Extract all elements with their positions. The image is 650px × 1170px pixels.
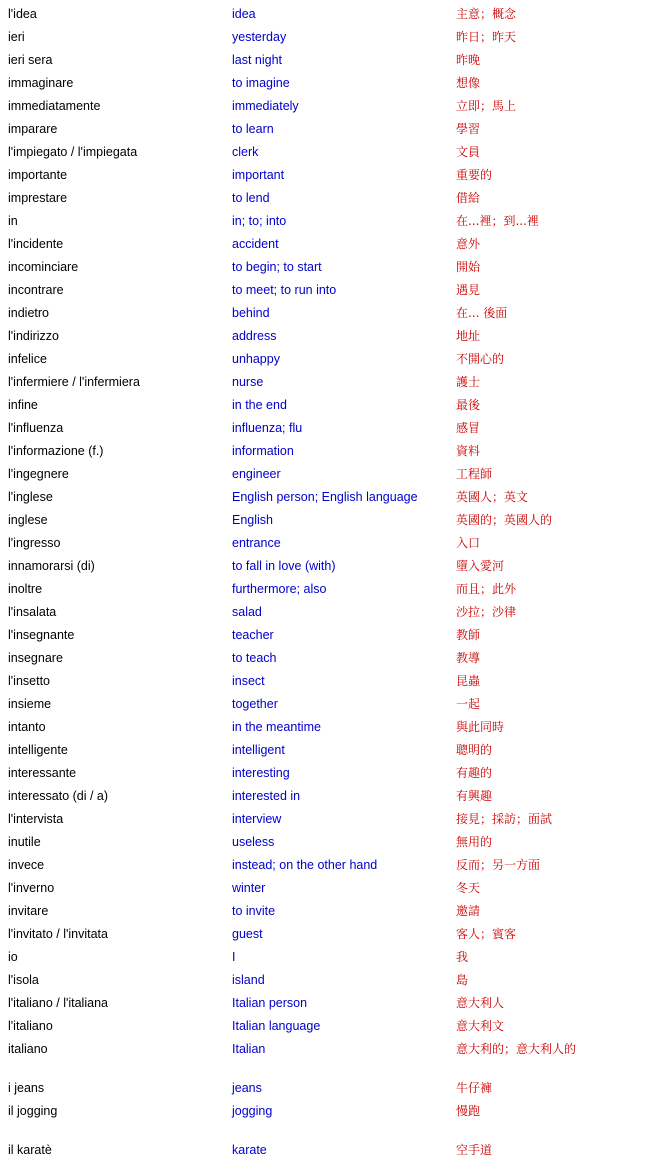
vocabulary-row — [0, 417, 650, 440]
vocabulary-row — [0, 279, 650, 302]
english-translation: information — [232, 444, 294, 458]
italian-term: l'italiano — [8, 1019, 53, 1033]
vocabulary-row — [0, 808, 650, 831]
vocabulary-row — [0, 946, 650, 969]
italian-term: il karatè — [8, 1143, 52, 1157]
english-translation: salad — [232, 605, 262, 619]
chinese-translation: 與此同時 — [456, 720, 505, 734]
english-translation: engineer — [232, 467, 281, 481]
italian-term: interessato (di / a) — [8, 789, 109, 803]
english-translation: useless — [232, 835, 275, 849]
chinese-translation: 英國人；英文 — [456, 490, 529, 504]
english-translation: last night — [232, 53, 283, 67]
italian-term: innamorarsi (di) — [8, 559, 95, 573]
vocabulary-row — [0, 624, 650, 647]
vocabulary-row — [0, 1038, 650, 1061]
chinese-translation: 意大利文 — [456, 1019, 505, 1033]
english-translation: to begin; to start — [232, 260, 322, 274]
italian-term: l'indirizzo — [8, 329, 60, 343]
vocabulary-row — [0, 762, 650, 785]
english-translation: together — [232, 697, 278, 711]
english-translation: Italian person — [232, 996, 308, 1010]
italian-term: interessante — [8, 766, 77, 780]
italian-term: invece — [8, 858, 45, 872]
italian-term: in — [8, 214, 18, 228]
english-translation: guest — [232, 927, 263, 941]
italian-term: l'intervista — [8, 812, 64, 826]
chinese-translation: 接見；採訪；面試 — [456, 812, 553, 826]
english-translation: to fall in love (with) — [232, 559, 336, 573]
chinese-translation: 借給 — [456, 191, 481, 205]
english-translation: to teach — [232, 651, 277, 665]
chinese-translation: 不開心的 — [456, 352, 505, 366]
italian-term: intanto — [8, 720, 46, 734]
chinese-translation: 無用的 — [456, 835, 493, 849]
vocabulary-row — [0, 831, 650, 854]
chinese-translation: 重要的 — [456, 168, 493, 182]
english-translation: English — [232, 513, 273, 527]
vocabulary-row — [0, 739, 650, 762]
english-translation: insect — [232, 674, 265, 688]
chinese-translation: 我 — [456, 950, 469, 964]
vocabulary-row — [0, 1100, 650, 1123]
chinese-translation: 邀請 — [456, 904, 481, 918]
english-translation: accident — [232, 237, 279, 251]
italian-term: invitare — [8, 904, 49, 918]
italian-term: ieri — [8, 30, 25, 44]
vocabulary-row — [0, 394, 650, 417]
chinese-translation: 護士 — [456, 375, 481, 389]
english-translation: idea — [232, 7, 256, 21]
english-translation: interesting — [232, 766, 290, 780]
english-translation: island — [232, 973, 265, 987]
vocabulary-row — [0, 601, 650, 624]
italian-term: i jeans — [8, 1081, 45, 1095]
italian-term: l'invitato / l'invitata — [8, 927, 108, 941]
italian-term: indietro — [8, 306, 49, 320]
italian-term: infelice — [8, 352, 47, 366]
vocabulary-row — [0, 1077, 650, 1100]
italian-term: il jogging — [8, 1104, 58, 1118]
chinese-translation: 有趣的 — [456, 766, 493, 780]
italian-term: l'informazione (f.) — [8, 444, 104, 458]
vocabulary-row — [0, 141, 650, 164]
vocabulary-row — [0, 95, 650, 118]
vocabulary-row — [0, 1015, 650, 1038]
english-translation: to invite — [232, 904, 276, 918]
italian-term: intelligente — [8, 743, 68, 757]
chinese-translation: 空手道 — [456, 1143, 493, 1157]
vocabulary-row — [0, 302, 650, 325]
chinese-translation: 意外 — [456, 237, 481, 251]
english-translation: unhappy — [232, 352, 280, 366]
italian-term: l'impiegato / l'impiegata — [8, 145, 138, 159]
english-translation: teacher — [232, 628, 274, 642]
italian-term: inglese — [8, 513, 48, 527]
vocabulary-row — [0, 1139, 650, 1162]
chinese-translation: 感冒 — [456, 421, 481, 435]
chinese-translation: 遇見 — [456, 283, 481, 297]
english-translation: jogging — [232, 1104, 273, 1118]
italian-term: l'influenza — [8, 421, 64, 435]
vocabulary-row — [0, 854, 650, 877]
vocabulary-row — [0, 670, 650, 693]
english-translation: address — [232, 329, 277, 343]
italian-term: l'infermiere / l'infermiera — [8, 375, 140, 389]
vocabulary-row — [0, 164, 650, 187]
chinese-translation: 意大利的；意大利人的 — [456, 1042, 577, 1056]
chinese-translation: 立即；馬上 — [456, 99, 517, 113]
english-translation: jeans — [232, 1081, 262, 1095]
italian-term: immediatamente — [8, 99, 101, 113]
chinese-translation: 冬天 — [456, 881, 481, 895]
vocabulary-row — [0, 578, 650, 601]
english-translation: interested in — [232, 789, 301, 803]
english-translation: to lend — [232, 191, 270, 205]
italian-term: inutile — [8, 835, 41, 849]
english-translation: I — [232, 950, 236, 964]
italian-term: incontrare — [8, 283, 64, 297]
vocabulary-row — [0, 440, 650, 463]
english-translation: intelligent — [232, 743, 285, 757]
vocabulary-row — [0, 969, 650, 992]
vocabulary-row — [0, 463, 650, 486]
italian-term: l'inglese — [8, 490, 53, 504]
italian-term: l'insetto — [8, 674, 50, 688]
english-translation: English person; English language — [232, 490, 418, 504]
english-translation: in the end — [232, 398, 287, 412]
english-translation: instead; on the other hand — [232, 858, 378, 872]
vocabulary-row — [0, 49, 650, 72]
chinese-translation: 意大利人 — [456, 996, 505, 1010]
chinese-translation: 工程師 — [456, 467, 493, 481]
english-translation: interview — [232, 812, 282, 826]
vocabulary-row — [0, 923, 650, 946]
vocabulary-row — [0, 693, 650, 716]
vocabulary-row — [0, 509, 650, 532]
vocabulary-row — [0, 785, 650, 808]
chinese-translation: 牛仔褲 — [456, 1081, 493, 1095]
italian-term: importante — [8, 168, 68, 182]
chinese-translation: 昨晚 — [456, 53, 481, 67]
chinese-translation: 主意；概念 — [456, 7, 517, 21]
chinese-translation: 想像 — [456, 76, 481, 90]
italian-term: ieri sera — [8, 53, 53, 67]
chinese-translation: 沙拉；沙律 — [456, 605, 517, 619]
vocabulary-row — [0, 325, 650, 348]
vocabulary-row — [0, 233, 650, 256]
vocabulary-row — [0, 256, 650, 279]
english-translation: karate — [232, 1143, 267, 1157]
chinese-translation: 資料 — [456, 444, 481, 458]
chinese-translation: 聰明的 — [456, 743, 493, 757]
italian-term: italiano — [8, 1042, 48, 1056]
english-translation: furthermore; also — [232, 582, 327, 596]
chinese-translation: 客人；賓客 — [456, 927, 517, 941]
english-translation: influenza; flu — [232, 421, 303, 435]
chinese-translation: 昨日；昨天 — [456, 30, 517, 44]
english-translation: in the meantime — [232, 720, 321, 734]
vocabulary-row — [0, 118, 650, 141]
vocabulary-row — [0, 647, 650, 670]
italian-term: inoltre — [8, 582, 43, 596]
chinese-translation: 而且；此外 — [456, 582, 517, 596]
chinese-translation: 文員 — [456, 145, 481, 159]
italian-term: immaginare — [8, 76, 74, 90]
italian-term: l'idea — [8, 7, 37, 21]
vocabulary-row — [0, 992, 650, 1015]
english-translation: to learn — [232, 122, 274, 136]
vocabulary-row — [0, 3, 650, 26]
italian-term: insegnare — [8, 651, 63, 665]
english-translation: Italian — [232, 1042, 266, 1056]
english-translation: yesterday — [232, 30, 287, 44]
chinese-translation: 學習 — [456, 122, 481, 136]
italian-term: l'ingegnere — [8, 467, 69, 481]
english-translation: to meet; to run into — [232, 283, 337, 297]
vocabulary-row — [0, 26, 650, 49]
chinese-translation: 昆蟲 — [456, 674, 481, 688]
italian-term: l'ingresso — [8, 536, 61, 550]
chinese-translation: 墮入愛河 — [456, 559, 505, 573]
vocabulary-row — [0, 532, 650, 555]
italian-term: l'incidente — [8, 237, 64, 251]
chinese-translation: 最後 — [456, 398, 481, 412]
vocabulary-row — [0, 555, 650, 578]
chinese-translation: 島 — [456, 973, 469, 987]
chinese-translation: 教師 — [456, 628, 481, 642]
chinese-translation: 在... 後面 — [456, 306, 508, 320]
english-translation: winter — [232, 881, 266, 895]
chinese-translation: 英國的；英國人的 — [456, 513, 553, 527]
vocabulary-row — [0, 900, 650, 923]
chinese-translation: 有興趣 — [456, 789, 493, 803]
italian-term: incominciare — [8, 260, 79, 274]
italian-term: insieme — [8, 697, 52, 711]
english-translation: to imagine — [232, 76, 290, 90]
chinese-translation: 反而；另一方面 — [456, 858, 541, 872]
chinese-translation: 慢跑 — [456, 1104, 481, 1118]
italian-term: l'insalata — [8, 605, 57, 619]
vocabulary-row — [0, 348, 650, 371]
english-translation: entrance — [232, 536, 281, 550]
chinese-translation: 在...裡；到...裡 — [456, 214, 539, 228]
vocabulary-row — [0, 187, 650, 210]
vocabulary-row — [0, 877, 650, 900]
vocabulary-row — [0, 371, 650, 394]
chinese-translation: 開始 — [456, 260, 481, 274]
vocabulary-row — [0, 486, 650, 509]
chinese-translation: 教導 — [456, 651, 481, 665]
italian-term: imprestare — [8, 191, 68, 205]
vocabulary-row — [0, 72, 650, 95]
english-translation: immediately — [232, 99, 299, 113]
italian-term: io — [8, 950, 18, 964]
italian-term: infine — [8, 398, 38, 412]
english-translation: in; to; into — [232, 214, 287, 228]
chinese-translation: 一起 — [456, 697, 481, 711]
italian-term: l'inverno — [8, 881, 55, 895]
english-translation: clerk — [232, 145, 259, 159]
italian-term: l'isola — [8, 973, 39, 987]
chinese-translation: 地址 — [456, 329, 481, 343]
english-translation: nurse — [232, 375, 264, 389]
italian-term: imparare — [8, 122, 58, 136]
vocabulary-row — [0, 716, 650, 739]
italian-term: l'italiano / l'italiana — [8, 996, 108, 1010]
english-translation: Italian language — [232, 1019, 321, 1033]
italian-term: l'insegnante — [8, 628, 75, 642]
chinese-translation: 入口 — [456, 536, 481, 550]
english-translation: behind — [232, 306, 270, 320]
english-translation: important — [232, 168, 285, 182]
vocabulary-row — [0, 210, 650, 233]
